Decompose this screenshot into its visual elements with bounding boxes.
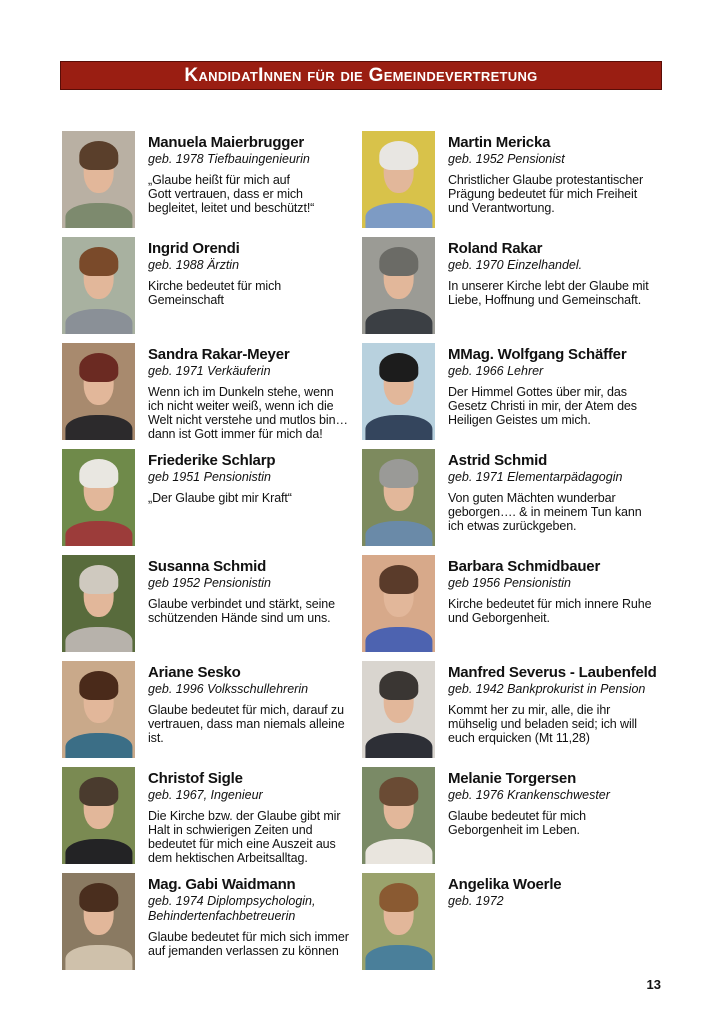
candidate-info: geb. 1970 Einzelhandel.: [448, 258, 583, 272]
candidate-card: [362, 555, 662, 661]
candidate-text: [435, 873, 662, 915]
candidate-quote: Wenn ich im Dunkeln stehe, wenn ich nicht weiter weiß, wenn ich die Welt nicht verstehe und mutlos bin… dann ist Gott immer für mich da!: [148, 385, 348, 441]
candidate-text: [435, 449, 662, 533]
candidate-card: [362, 661, 662, 767]
candidate-grid: [62, 131, 662, 979]
candidate-photo: [362, 661, 435, 758]
candidate-name: Mag. Gabi Waidmann: [148, 876, 296, 893]
candidate-card: [62, 343, 362, 449]
candidate-photo: [362, 131, 435, 228]
candidate-name: Manuela Maierbrugger: [148, 134, 305, 151]
candidate-card: [62, 873, 362, 979]
candidate-card: [362, 237, 662, 343]
candidate-card: [62, 131, 362, 237]
candidate-name: Melanie Torgersen: [448, 770, 577, 787]
candidate-quote: Glaube bedeutet für mich sich immer auf jemanden verlassen zu können: [148, 930, 349, 958]
candidate-text: [135, 767, 362, 865]
candidate-name: Barbara Schmidbauer: [448, 558, 601, 575]
candidate-info: geb 1951 Pensionistin: [148, 470, 272, 484]
candidate-text: [135, 131, 362, 215]
candidate-text: [435, 555, 662, 625]
candidate-name: Astrid Schmid: [448, 452, 548, 469]
candidate-photo: [62, 131, 135, 228]
candidate-card: [362, 767, 662, 873]
candidate-quote: Glaube bedeutet für mich, darauf zu vertrauen, dass man niemals alleine ist.: [148, 703, 345, 745]
candidate-quote: Von guten Mächten wunderbar geborgen…. & in meinem Tun kann ich etwas zurückgeben.: [448, 491, 642, 533]
candidate-quote: Kirche bedeutet für mich innere Ruhe und Geborgenheit.: [448, 597, 652, 625]
candidate-quote: Die Kirche bzw. der Glaube gibt mir Halt in schwierigen Zeiten und bedeutet für mich eine Auszeit aus dem hektischen Arbeitsalltag.: [148, 809, 341, 865]
candidate-name: Ingrid Orendi: [148, 240, 240, 257]
candidate-card: [62, 237, 362, 343]
candidate-photo: [62, 661, 135, 758]
candidate-quote: Glaube verbindet und stärkt, seine schützenden Hände sind um uns.: [148, 597, 335, 625]
candidate-quote: Glaube bedeutet für mich Geborgenheit im Leben.: [448, 809, 586, 837]
candidate-photo: [362, 237, 435, 334]
candidate-quote: Kommt her zu mir, alle, die ihr mühselig und beladen seid; ich will euch erquicken (Mt 11,28): [448, 703, 637, 745]
candidate-quote: Kirche bedeutet für mich Gemeinschaft: [148, 279, 282, 307]
candidate-card: [62, 661, 362, 767]
candidate-quote: „Der Glaube gibt mir Kraft“: [148, 491, 292, 505]
candidate-photo: [362, 873, 435, 970]
page-number: 13: [646, 977, 661, 992]
candidate-name: Christof Sigle: [148, 770, 243, 787]
candidate-card: [362, 873, 662, 979]
candidate-info: geb. 1952 Pensionist: [448, 152, 565, 166]
candidate-name: MMag. Wolfgang Schäffer: [448, 346, 627, 363]
candidate-name: Manfred Severus - Laubenfeld: [448, 664, 657, 681]
candidate-card: [362, 343, 662, 449]
candidate-quote: Der Himmel Gottes über mir, das Gesetz Christi in mir, der Atem des Heiligen Geistes um mich.: [448, 385, 637, 427]
candidate-info: geb. 1967, Ingenieur: [148, 788, 263, 802]
candidate-photo: [362, 343, 435, 440]
candidate-text: [435, 661, 662, 745]
candidate-info: geb. 1976 Krankenschwester: [448, 788, 610, 802]
candidate-photo: [362, 449, 435, 546]
candidate-text: [135, 237, 362, 307]
candidate-name: Friederike Schlarp: [148, 452, 276, 469]
candidate-card: [362, 131, 662, 237]
candidate-photo: [362, 767, 435, 864]
candidate-info: geb 1956 Pensionistin: [448, 576, 572, 590]
candidate-info: geb. 1971 Elementarpädagogin: [448, 470, 623, 484]
candidate-quote: In unserer Kirche lebt der Glaube mit Liebe, Hoffnung und Gemeinschaft.: [448, 279, 649, 307]
candidate-info: geb. 1978 Tiefbauingenieurin: [148, 152, 310, 166]
candidate-name: Susanna Schmid: [148, 558, 267, 575]
candidate-quote: „Glaube heißt für mich auf Gott vertrauen, dass er mich begleitet, leitet und beschützt!“: [148, 173, 315, 215]
banner-title: KandidatInnen für die Gemeindevertretung: [184, 64, 538, 86]
candidate-name: Martin Mericka: [448, 134, 551, 151]
candidate-info: geb. 1942 Bankprokurist in Pension: [448, 682, 646, 696]
candidate-text: [135, 555, 362, 625]
candidate-name: Angelika Woerle: [448, 876, 562, 893]
candidate-text: [435, 767, 662, 837]
candidate-text: [435, 343, 662, 427]
candidate-text: [435, 237, 662, 307]
candidate-info: geb. 1996 Volksschullehrerin: [148, 682, 309, 696]
section-banner: [60, 61, 662, 90]
candidate-photo: [62, 767, 135, 864]
candidate-photo: [362, 555, 435, 652]
candidate-text: [135, 661, 362, 745]
candidate-info: geb. 1988 Ärztin: [148, 258, 240, 272]
candidate-info: geb. 1974 Diplompsychologin, Behindertenfachbetreuerin: [148, 894, 316, 923]
candidate-card: [362, 449, 662, 555]
candidate-photo: [62, 449, 135, 546]
candidate-name: Sandra Rakar-Meyer: [148, 346, 290, 363]
candidate-info: geb 1952 Pensionistin: [148, 576, 272, 590]
candidate-quote: Christlicher Glaube protestantischer Prägung bedeutet für mich Freiheit und Verantwortung.: [448, 173, 644, 215]
candidate-card: [62, 555, 362, 661]
candidate-photo: [62, 873, 135, 970]
candidate-text: [135, 873, 362, 958]
candidate-text: [135, 449, 362, 505]
candidate-photo: [62, 555, 135, 652]
candidate-info: geb. 1972: [448, 894, 504, 908]
candidate-name: Ariane Sesko: [148, 664, 241, 681]
candidate-name: Roland Rakar: [448, 240, 543, 257]
candidate-card: [62, 449, 362, 555]
candidate-info: geb. 1971 Verkäuferin: [148, 364, 271, 378]
candidate-photo: [62, 343, 135, 440]
candidate-text: [435, 131, 662, 215]
candidate-info: geb. 1966 Lehrer: [448, 364, 544, 378]
candidate-card: [62, 767, 362, 873]
candidate-text: [135, 343, 362, 441]
candidate-photo: [62, 237, 135, 334]
